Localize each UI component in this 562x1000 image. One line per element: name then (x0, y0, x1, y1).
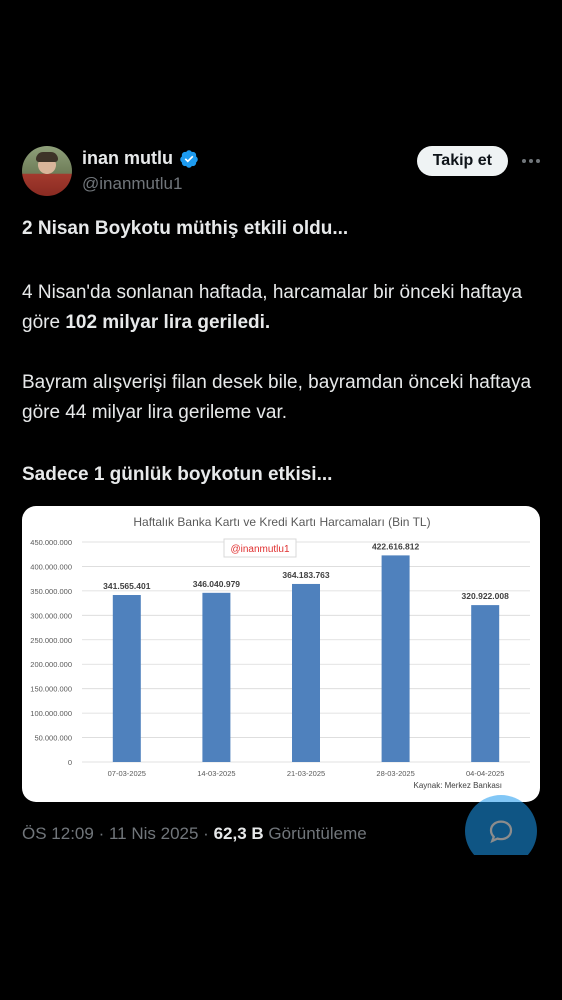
chart-title: Haftalık Banka Kartı ve Kredi Kartı Harcamaları (Bin TL) (133, 515, 431, 529)
bar (471, 605, 499, 762)
tweet-image-chart[interactable] (22, 506, 540, 802)
tweet-date[interactable]: 11 Nis 2025 (108, 824, 199, 843)
y-tick-label: 300.000.000 (30, 611, 72, 621)
bar (202, 593, 230, 762)
x-tick-label: 21-03-2025 (286, 769, 326, 778)
tweet-header (22, 146, 542, 198)
y-tick-label: 0 (67, 758, 72, 767)
reply-icon (486, 816, 516, 846)
y-tick-label: 50.000.000 (34, 733, 72, 743)
y-tick-label: 250.000.000 (30, 635, 72, 645)
x-tick-label: 07-03-2025 (107, 769, 146, 778)
tweet-paragraph-2 (22, 278, 542, 338)
bar-chart (22, 506, 540, 802)
views-label: Görüntüleme (268, 824, 367, 843)
meta-separator: · (98, 824, 105, 843)
bar-value-label: 422.616.812 (371, 541, 420, 552)
more-options-icon[interactable] (520, 150, 542, 172)
tweet-paragraph-2-text: 4 Nisan'da sonlanan haftada, harcamalar bir önceki haftaya göre (22, 282, 523, 333)
x-tick-label: 28-03-2025 (376, 769, 415, 778)
y-tick-label: 100.000.000 (30, 709, 72, 719)
chart-source: Kaynak: Merkez Bankası (413, 781, 502, 790)
tweet-paragraph-4: Sadece 1 günlük boykotun etkisi... (22, 464, 333, 485)
tweet-line-headline: 2 Nisan Boykotu müthiş etkili oldu... (22, 218, 349, 239)
x-tick-label: 14-03-2025 (197, 769, 236, 778)
verified-badge-icon (179, 149, 199, 169)
bar-value-label: 346.040.979 (192, 578, 241, 589)
bar (382, 555, 410, 762)
name-row (82, 148, 199, 169)
chart-watermark: @inanmutlu1 (230, 544, 290, 555)
tweet-time[interactable]: ÖS 12:09 (22, 824, 94, 843)
display-name[interactable]: inan mutlu (82, 148, 173, 168)
screen-bottom (0, 855, 562, 1000)
bar-value-label: 364.183.763 (282, 569, 330, 580)
y-tick-label: 450.000.000 (30, 538, 72, 547)
avatar[interactable] (22, 146, 72, 196)
y-tick-label: 200.000.000 (30, 660, 72, 670)
bar (113, 595, 141, 762)
x-tick-label: 04-04-2025 (466, 769, 505, 778)
meta-separator: · (203, 824, 209, 843)
tweet-paragraph-2-bold: 102 milyar lira geriledi. (65, 312, 271, 333)
user-handle[interactable]: @inanmutlu1 (82, 174, 183, 193)
y-tick-label: 400.000.000 (30, 562, 72, 572)
tweet-paragraph-3: Bayram alışverişi filan desek bile, bayramdan önceki haftaya göre 44 milyar lira gerileme var. (22, 372, 532, 423)
bar-value-label: 320.922.008 (461, 591, 509, 602)
follow-button[interactable]: Takip et (417, 146, 508, 176)
tweet-meta (22, 824, 367, 844)
views-count[interactable]: 62,3 B (213, 824, 264, 843)
y-tick-label: 150.000.000 (30, 684, 72, 694)
bar-value-label: 341.565.401 (103, 581, 151, 592)
y-tick-label: 350.000.000 (30, 586, 72, 596)
bar (292, 584, 320, 762)
